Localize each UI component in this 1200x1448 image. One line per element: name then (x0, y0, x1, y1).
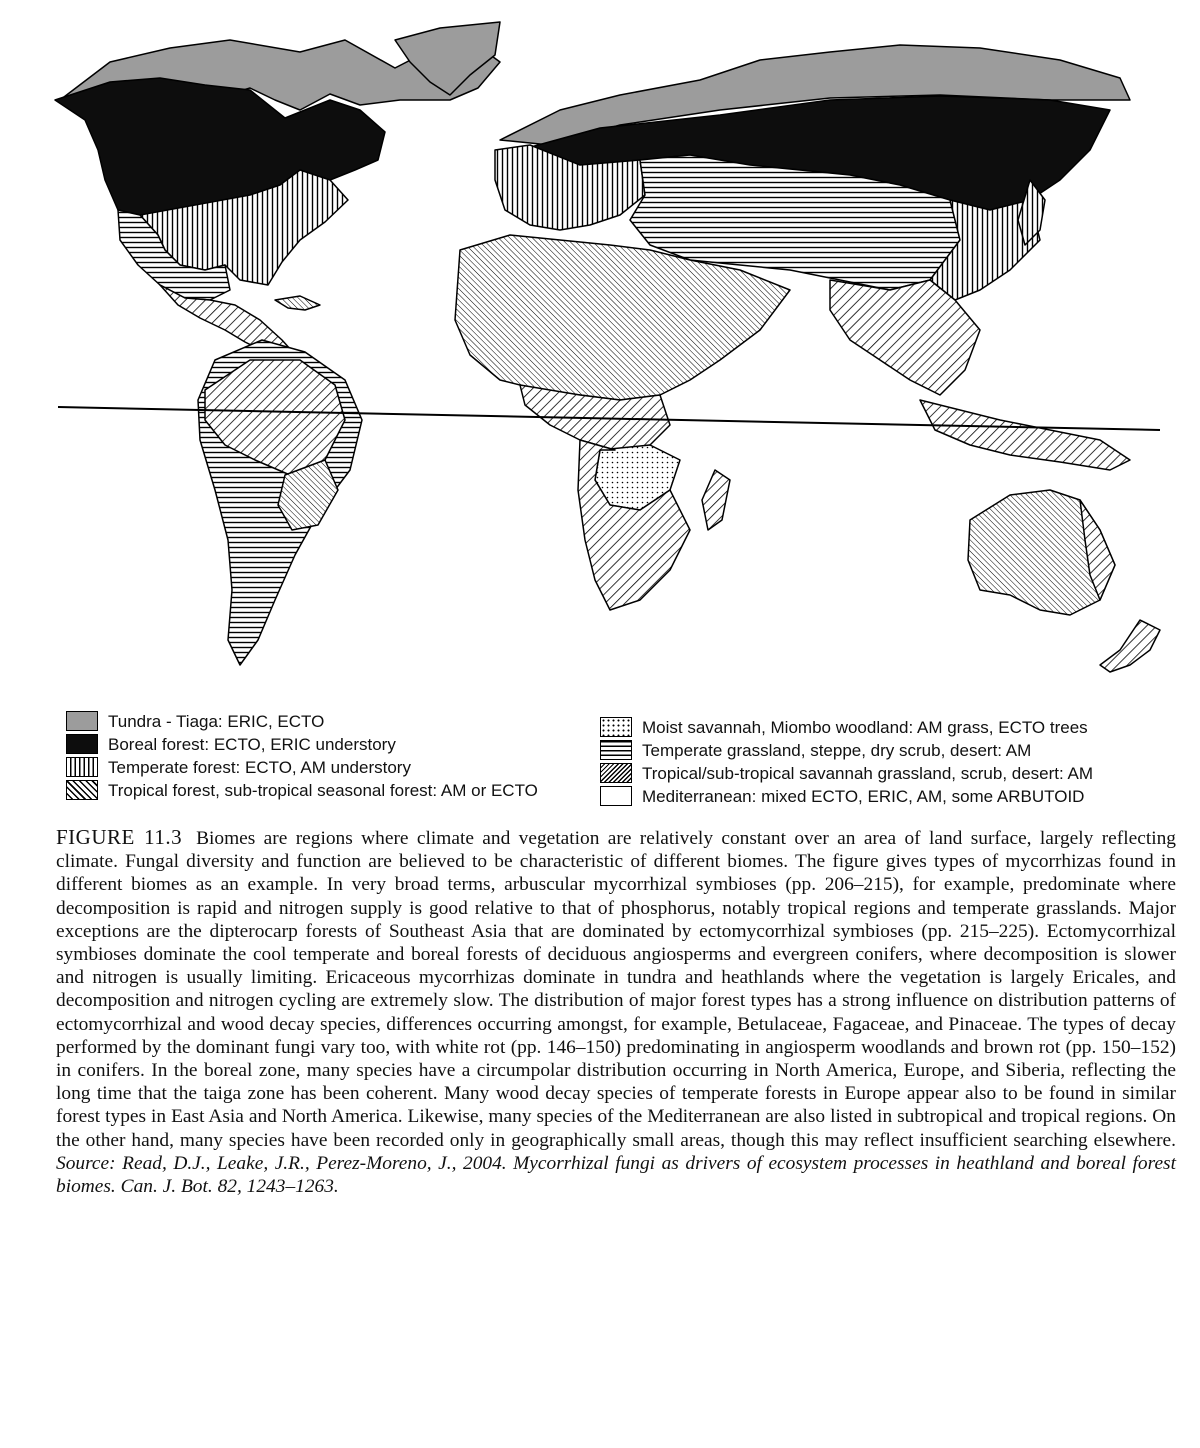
legend-label: Moist savannah, Miombo woodland: AM grass, ECTO trees (642, 718, 1088, 737)
legend-item-temperate-forest (66, 756, 606, 779)
temperate-forest-swatch (66, 757, 98, 777)
legend-right-column (600, 716, 1180, 808)
legend-label: Temperate grassland, steppe, dry scrub, desert: AM (642, 741, 1032, 760)
caption-text: Biomes are regions where climate and vegetation are relatively constant over an area of land surface, largely reflecting climate. Fungal diversity and function are believed to be characteristic of different biomes. The figure gives types of mycorrhizas found in different biomes as an example. In very broad terms, arbuscular mycorrhizal symbioses (pp. 206–215), for example, predominate where decomposition is rapid and nitrogen supply is good relative to that of phosphorus, notably tropical regions and temperate grasslands. Major exceptions are the dipterocarp forests of Southeast Asia that are dominated by ectomycorrhizal symbioses (pp. 215–225). Ectomycorrhizal symbioses dominate the cool temperate and boreal forests of deciduous angiosperms and evergreen conifers, where decomposition is slower and nitrogen is usually limiting. Ericaceous mycorrhizas dominate in tundra and heathlands where the vegetation is largely Ericales, and decomposition and nitrogen cycling are extremely slow. The distribution of major forest types has a strong influence on distribution patterns of ectomycorrhizal and wood decay species, differences occurring amongst, for example, Betulaceae, Fagaceae, and Pinaceae. The types of decay performed by the dominant fungi vary too, with white rot (pp. 146–150) predominating in angiosperm woodlands and brown rot (pp. 150–152) in conifers. In the boreal zone, many species have a circumpolar distribution occurring in North America, Europe, and Siberia, reflecting the long time that the taiga zone has been coherent. Many wood decay species of temperate forests in Europe appear also to be found in similar forest types in East Asia and North America. Likewise, many species of the Mediterranean are also listed in subtropical and tropical regions. On the other hand, many species have been recorded only in geographically small areas, though this may reflect insufficient searching elsewhere. (56, 828, 1177, 1151)
figure-label: FIGURE 11.3 (56, 825, 183, 849)
madagascar (702, 470, 730, 530)
legend-label: Tropical/sub-tropical savannah grassland, scrub, desert: AM (642, 764, 1094, 783)
tropical-forest-swatch (66, 780, 98, 800)
legend-label: Temperate forest: ECTO, AM understory (108, 758, 411, 777)
mediterranean-swatch (600, 786, 632, 806)
legend-label: Tundra - Tiaga: ERIC, ECTO (108, 712, 325, 731)
legend-item-temperate-grassland (600, 739, 1180, 762)
legend-label: Mediterranean: mixed ECTO, ERIC, AM, some ARBUTOID (642, 787, 1085, 806)
moist-savannah-swatch (600, 717, 632, 737)
biome-world-map (0, 0, 1200, 700)
legend-item-mediterranean (600, 785, 1180, 808)
caribbean (275, 296, 320, 310)
legend-label: Boreal forest: ECTO, ERIC understory (108, 735, 396, 754)
legend-left-column (66, 710, 606, 802)
caption-source: Source: Read, D.J., Leake, J.R., Perez-Moreno, J., 2004. Mycorrhizal fungi as drivers of ecosystem processes in heathland and boreal forest biomes. Can. J. Bot. 82, 1243–1263. (56, 1152, 1176, 1198)
legend-item-tropical-savannah (600, 762, 1180, 785)
legend-label: Tropical forest, sub-tropical seasonal forest: AM or ECTO (108, 781, 538, 800)
legend-item-tropical-forest (66, 779, 606, 802)
tropical-savannah-swatch (600, 763, 632, 783)
southeast-asia-islands (920, 400, 1130, 470)
new-zealand (1100, 620, 1160, 672)
tundra-swatch (66, 711, 98, 731)
temperate-grassland-swatch (600, 740, 632, 760)
legend-item-boreal (66, 733, 606, 756)
figure-caption (56, 826, 1176, 1198)
legend-item-moist-savannah (600, 716, 1180, 739)
boreal-swatch (66, 734, 98, 754)
legend-item-tundra (66, 710, 606, 733)
